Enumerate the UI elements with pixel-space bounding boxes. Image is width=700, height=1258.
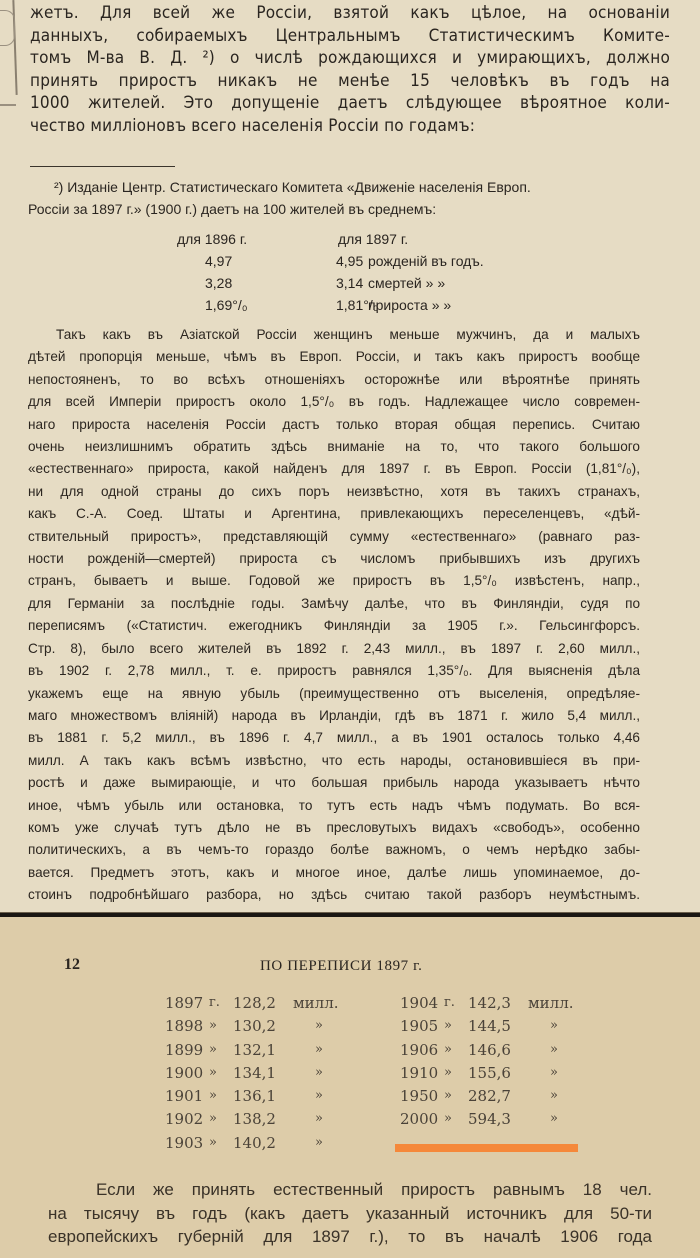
population-table-right	[400, 994, 600, 1134]
population-table-left	[165, 994, 365, 1157]
page-divider	[0, 912, 700, 917]
unit-mark: милл.	[293, 994, 339, 1012]
running-head: ПО ПЕРЕПИСИ 1897 г.	[260, 958, 423, 974]
unit-mark: милл.	[528, 994, 574, 1012]
stats-row	[28, 294, 640, 316]
stats-label: прироста » »	[368, 297, 452, 313]
stats-row	[28, 272, 640, 294]
population-year: 1904	[400, 994, 439, 1012]
text-line: 1000 жителей. Это допущенiе даетъ слѣдующее вѣроятное коли-	[30, 93, 670, 114]
year-mark: »	[209, 1134, 217, 1150]
year-mark: г.	[444, 995, 455, 1010]
footnote	[28, 176, 640, 313]
text-line: комъ уже случаѣ тутъ дѣло не въ пресловутыхъ видахъ «свободъ», особенно	[28, 819, 640, 835]
population-year: 1901	[165, 1087, 204, 1106]
population-row	[165, 1110, 365, 1133]
population-row	[165, 1134, 365, 1157]
year-mark: »	[209, 1111, 217, 1127]
population-year: 2000	[400, 1110, 439, 1129]
text-line: очень неизлишнимъ обратить здѣсь вниманiе на то, что такого большого	[28, 439, 640, 455]
text-line: Стр. 8), было всего жителей въ 1892 г. 2,43 милл., въ 1897 г. 2,60 милл.,	[28, 640, 640, 656]
year-mark: »	[444, 1018, 452, 1034]
population-year: 1898	[165, 1017, 204, 1036]
unit-mark: »	[315, 1064, 323, 1080]
text-line: въ 1902 г. 2,78 милл., т. е. приростъ равнялся 1,35°/₀. Для выясненiя дѣла	[28, 663, 640, 679]
population-row	[165, 1017, 365, 1040]
text-line: принять приростъ никакъ не менѣе 15 человѣкъ въ годъ на	[30, 70, 670, 91]
text-line: милл. А такъ какъ всѣмъ извѣстно, что есть народы, остановившiеся въ при-	[28, 752, 640, 768]
stats-label: смертей » »	[368, 275, 446, 291]
population-row	[165, 1041, 365, 1064]
population-value: 155,6	[468, 1063, 511, 1082]
stats-value-1897: 3,14	[336, 275, 364, 291]
text-line: Если же принять естественный приростъ равнымъ 18 чел.	[96, 1180, 652, 1199]
population-value: 282,7	[468, 1087, 511, 1106]
population-value: 130,2	[233, 1017, 276, 1036]
year-mark: »	[209, 1018, 217, 1034]
text-line: томъ М-ва В. Д. ²) о числѣ рождающихся и умирающихъ, должно	[30, 48, 670, 69]
population-row	[400, 1087, 600, 1110]
text-line: переписямъ («Статистич. ежегодникъ Финляндiи за 1905 г.». Гельсингфорсъ.	[28, 618, 640, 634]
footnote-line: ²) Изданiе Центр. Статистическаго Комитета «Движенiе населенiя Европ.	[54, 179, 531, 195]
small-print-paragraph	[28, 324, 640, 907]
text-line: для всей Имперiи приростъ около 1,5°/₀ въ годъ. Надлежащее число современ-	[28, 394, 640, 410]
unit-mark: »	[550, 1041, 558, 1057]
population-row	[400, 1017, 600, 1040]
text-line: Такъ какъ въ Азiатской Россiи женщинъ меньше мужчинъ, да и малыхъ	[56, 327, 640, 342]
stats-header-1897: для 1897 г.	[338, 231, 409, 247]
population-year: 1910	[400, 1063, 439, 1082]
text-line: укажемъ еще на явную убыль (преимущественно отъ выселенiя, опредѣляе-	[28, 685, 640, 701]
population-row	[165, 1087, 365, 1110]
year-mark: »	[444, 1088, 452, 1104]
text-line: иное, чѣмъ убыль или остановка, то тутъ есть надъ чѣмъ подумать. Во вся-	[28, 797, 640, 813]
unit-mark: »	[315, 1111, 323, 1127]
footnote-line: Россiи за 1897 г.» (1900 г.) даетъ на 100 жителей въ среднемъ:	[28, 201, 437, 217]
text-line: какъ С.-А. Соед. Штаты и Аргентина, привлекающихъ переселенцевъ, «дѣй-	[28, 506, 640, 522]
bottom-paragraph	[48, 1178, 652, 1249]
stats-value-1897: 1,81°/₀	[336, 297, 379, 313]
footnote-rule	[30, 166, 175, 167]
population-value: 146,6	[468, 1040, 511, 1059]
year-mark: »	[444, 1111, 452, 1127]
population-row	[165, 1064, 365, 1087]
footnote-stats-table	[28, 228, 640, 316]
stats-row	[28, 250, 640, 272]
main-paragraph	[30, 2, 670, 138]
stats-value-1896: 3,28	[205, 275, 233, 291]
year-mark: »	[444, 1041, 452, 1057]
text-line: странъ, бываетъ и выше. Годовой же приростъ въ 1,5°/₀ извѣстенъ, напр.,	[28, 573, 640, 589]
unit-mark: »	[550, 1064, 558, 1080]
population-year: 1900	[165, 1063, 204, 1082]
margin-pencil-tick	[0, 104, 16, 106]
text-line: ростѣ и даже вымирающiе, и что большая прибыль народа указываетъ нѣчто	[28, 775, 640, 791]
unit-mark: »	[315, 1018, 323, 1034]
stats-value-1896: 1,69°/₀	[205, 297, 248, 313]
year-mark: »	[209, 1088, 217, 1104]
population-value: 136,1	[233, 1087, 276, 1106]
stats-header-row	[28, 228, 640, 250]
population-row	[165, 994, 365, 1017]
population-value: 134,1	[233, 1063, 276, 1082]
unit-mark: »	[315, 1088, 323, 1104]
unit-mark: »	[550, 1018, 558, 1034]
text-line: «естественнаго» прироста, какой найденъ для 1897 г. въ Европ. Россiи (1,81°/₀),	[28, 461, 640, 477]
year-mark: »	[444, 1064, 452, 1080]
stats-value-1897: 4,95	[336, 253, 364, 269]
text-line: чество миллiоновъ всего населенiя Россiи по годамъ:	[30, 115, 476, 136]
population-year: 1903	[165, 1133, 204, 1152]
text-line: стоинъ подробнѣйшаго разбора, но здѣсь считаю такой разборъ неумѣстнымъ.	[28, 887, 640, 903]
text-line: политическихъ, а въ чемъ-то гораздо болѣе важномъ, о чемъ нерѣдко забы-	[28, 842, 640, 858]
text-line: наго прироста населенiя Россiи дастъ только вторая общая перепись. Считаю	[28, 416, 640, 432]
text-line: вается. Предметъ этотъ, какъ и многое иное, далѣе лишь упоминаемое, до-	[28, 864, 640, 880]
text-line: ствительный приростъ», представляющiй сумму «естественнаго» (равнаго раз-	[28, 528, 640, 544]
text-line: данныхъ, собираемыхъ Центральнымъ Статистическимъ Комите-	[30, 25, 670, 46]
text-line: маго множествомъ влiянiй) народа въ Ирландiи, гдѣ въ 1871 г. жило 5,4 милл.,	[28, 707, 640, 723]
text-line: непостояненъ, то во всѣхъ отношенiяхъ осторожнѣе или вѣроятнѣе принять	[28, 371, 640, 387]
population-row	[400, 1064, 600, 1087]
text-line: на тысячу въ годъ (какъ даетъ указанный источникъ для 50-ти	[48, 1203, 652, 1223]
year-mark: г.	[209, 995, 220, 1010]
population-year: 1905	[400, 1017, 439, 1036]
highlight-underline	[395, 1144, 578, 1152]
unit-mark: »	[550, 1111, 558, 1127]
population-value: 142,3	[468, 994, 511, 1012]
population-value: 128,2	[233, 994, 276, 1012]
text-line: ни для одной страны до сихъ поръ неизвѣстно, хотя въ такихъ странахъ,	[28, 483, 640, 499]
year-mark: »	[209, 1041, 217, 1057]
population-year: 1906	[400, 1040, 439, 1059]
population-value: 144,5	[468, 1017, 511, 1036]
unit-mark: »	[315, 1134, 323, 1150]
population-value: 138,2	[233, 1110, 276, 1129]
text-line: дѣтей пропорцiя меньше, чѣмъ въ Европ. Россiи, и такъ какъ приростъ вообще	[28, 349, 640, 365]
population-row	[400, 1041, 600, 1064]
unit-mark: »	[315, 1041, 323, 1057]
text-line: европейскихъ губернiй для 1897 г.), то въ началѣ 1906 года	[48, 1227, 652, 1246]
year-mark: »	[209, 1064, 217, 1080]
text-line: жетъ. Для всей же Россiи, взятой какъ цѣлое, на основанiи	[30, 3, 670, 23]
unit-mark: »	[550, 1088, 558, 1104]
stats-value-1896: 4,97	[205, 253, 233, 269]
stats-header-1896: для 1896 г.	[177, 231, 248, 247]
page-number: 12	[64, 956, 80, 973]
text-line: въ 1881 г. 5,2 милл., въ 1896 г. 4,7 милл., а въ 1901 осталось только 4,46	[28, 730, 640, 746]
stats-label: рожденiй въ годъ.	[368, 253, 484, 269]
margin-pencil-scribble	[0, 10, 15, 46]
population-row	[400, 994, 600, 1017]
population-year: 1950	[400, 1087, 439, 1106]
population-year: 1902	[165, 1110, 204, 1129]
population-year: 1899	[165, 1040, 204, 1059]
text-line: ности рожденiй—смертей) прироста съ числомъ прибывшихъ изъ другихъ	[28, 551, 640, 567]
population-year: 1897	[165, 994, 204, 1012]
population-value: 132,1	[233, 1040, 276, 1059]
population-value: 594,3	[468, 1110, 511, 1129]
population-value: 140,2	[233, 1133, 276, 1152]
text-line: для Германiи за послѣднiе годы. Замѣчу далѣе, что въ Финляндiи, судя по	[28, 595, 640, 611]
population-row	[400, 1110, 600, 1133]
